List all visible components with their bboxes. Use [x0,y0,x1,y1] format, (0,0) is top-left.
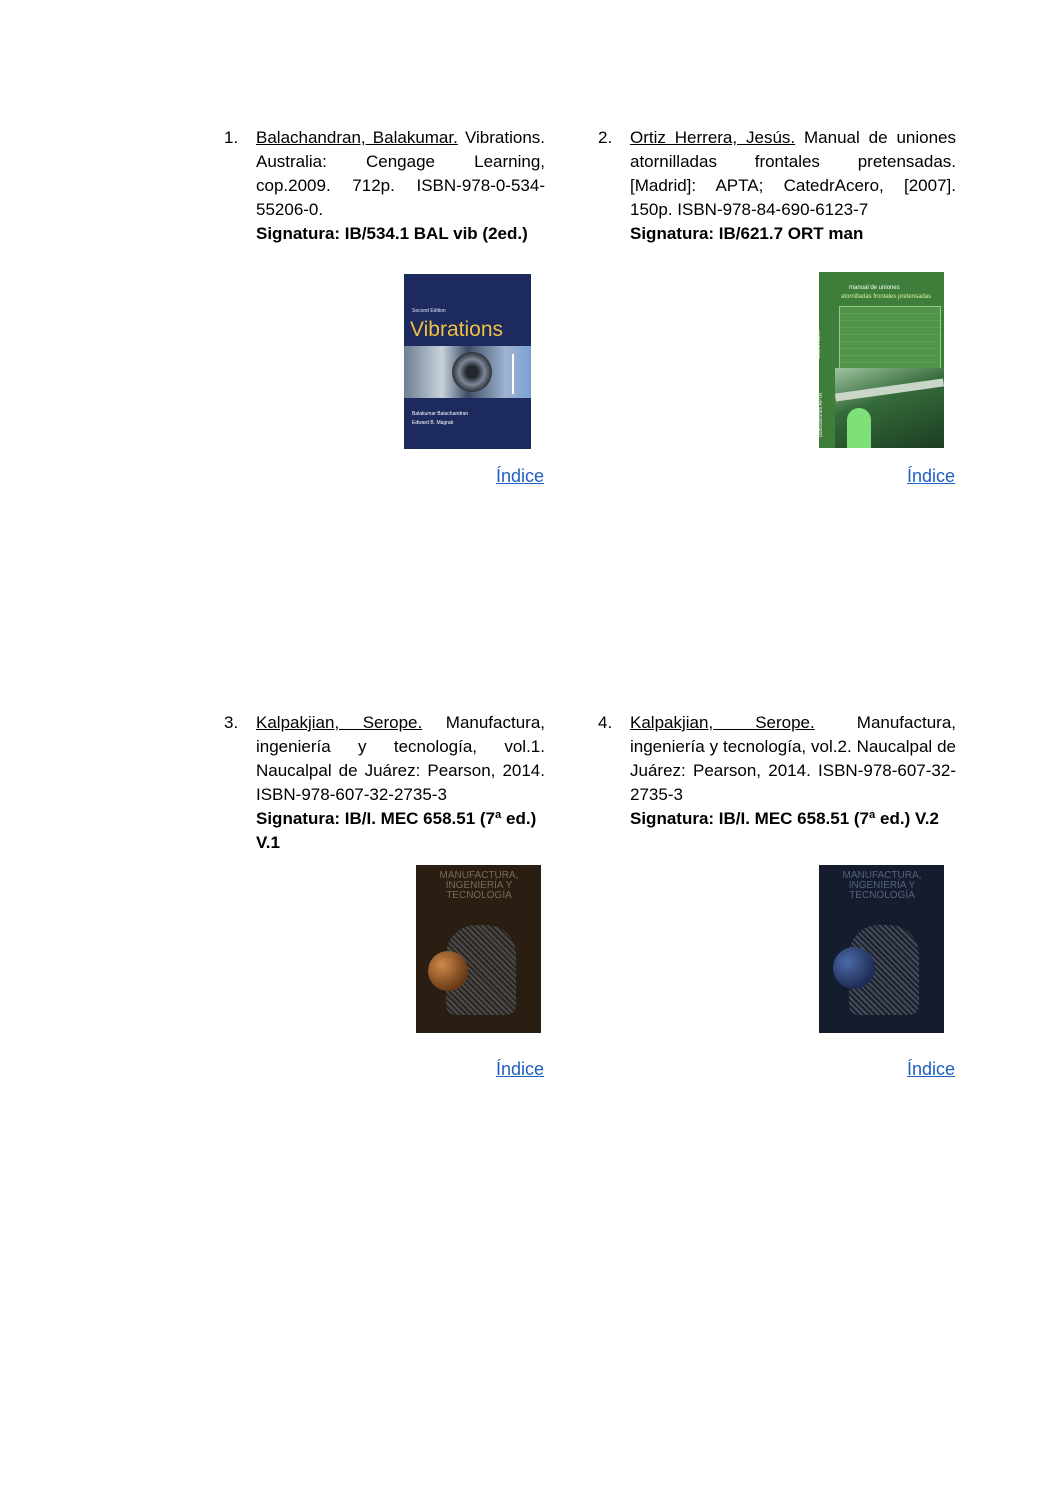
entry-number: 2. [598,128,613,147]
entry-description: Manufactura, ingeniería y tecnología, vol.1. Naucalpal de Juárez: Pearson, 2014. ISBN-978-607-32-2735-3 [256,713,545,804]
entry-citation [256,711,545,807]
entry-author: Ortiz Herrera, Jesús. [630,128,796,147]
indice-link-3[interactable]: Índice [496,1059,545,1079]
entry-number: 4. [598,713,613,732]
cover-title: MANUFACTURA, INGENIERÍA Y TECNOLOGÍA [439,870,519,901]
cover-sphere [833,947,875,989]
cover-title-1: manual de uniones [849,285,900,291]
cover-title: MANUFACTURA, INGENIERÍA Y TECNOLOGÍA [842,870,922,901]
steel-beam [835,378,944,401]
wind-turbine-icon [512,354,514,394]
cover-edition: Second Edition [412,308,446,314]
entry-number: 1. [224,128,239,147]
cover-diagram [839,306,941,370]
cover-title-2: atornilladas frontales pretensadas [841,294,932,300]
cover-side-top: CatedrAcero [816,330,823,360]
cover-author-1: Balakumar Balachandran [412,411,469,417]
entry-number: 3. [224,713,239,732]
indice-link-1[interactable]: Índice [496,466,545,486]
book-cover-manual-uniones [816,272,944,448]
cover-photo [835,368,944,448]
cover-title: Vibrations [410,318,504,341]
bibliography-entry-2 [598,126,957,246]
entry-signature: Signatura: IB/I. MEC 658.51 (7ª ed.) V.2 [630,809,939,828]
cover-author-2: Edward B. Magrab [412,420,454,426]
entry-citation [256,126,545,222]
bibliography-entry-1 [224,126,546,246]
book-cover-manufactura-v1 [416,865,541,1033]
book-cover-manufactura-v2 [819,865,944,1033]
indice-link-4[interactable]: Índice [907,1059,956,1079]
cover-sphere [428,951,468,991]
entry-description: Manual de uniones atornilladas frontales pretensadas. [Madrid]: APTA; CatedrAcero, [2007]. 150p. ISBN-978-84-690-6123-7 [630,128,957,219]
entry-description: Manufactura, ingeniería y tecnología, vol.2. Naucalpal de Juárez: Pearson, 2014. ISBN-978-607-32-2735-3 [630,713,956,804]
bibliography-entry-3 [224,711,545,855]
entry-description: Vibrations. Australia: Cengage Learning, cop.2009. 712p. ISBN-978-0-534-55206-0. [256,128,546,219]
book-cover-vibrations [404,274,531,449]
entry-author: Kalpakjian, Serope. [630,713,815,732]
turbine-icon [452,352,492,392]
entry-author: Balachandran, Balakumar. [256,128,458,147]
entry-citation [630,126,956,222]
entry-author: Kalpakjian, Serope. [256,713,423,732]
cover-photo-strip [404,346,531,398]
entry-signature: Signatura: IB/I. MEC 658.51 (7ª ed.) V.1 [256,809,537,852]
worker-figure [847,408,871,448]
entry-signature: Signatura: IB/534.1 BAL vib (2ed.) [256,224,528,243]
entry-signature: Signatura: IB/621.7 ORT man [630,224,864,243]
indice-link-2[interactable]: Índice [907,466,956,486]
bibliography-entry-4 [598,711,956,831]
cover-side-bottom: publicaciones APTA [818,392,825,438]
entry-citation [630,711,956,807]
